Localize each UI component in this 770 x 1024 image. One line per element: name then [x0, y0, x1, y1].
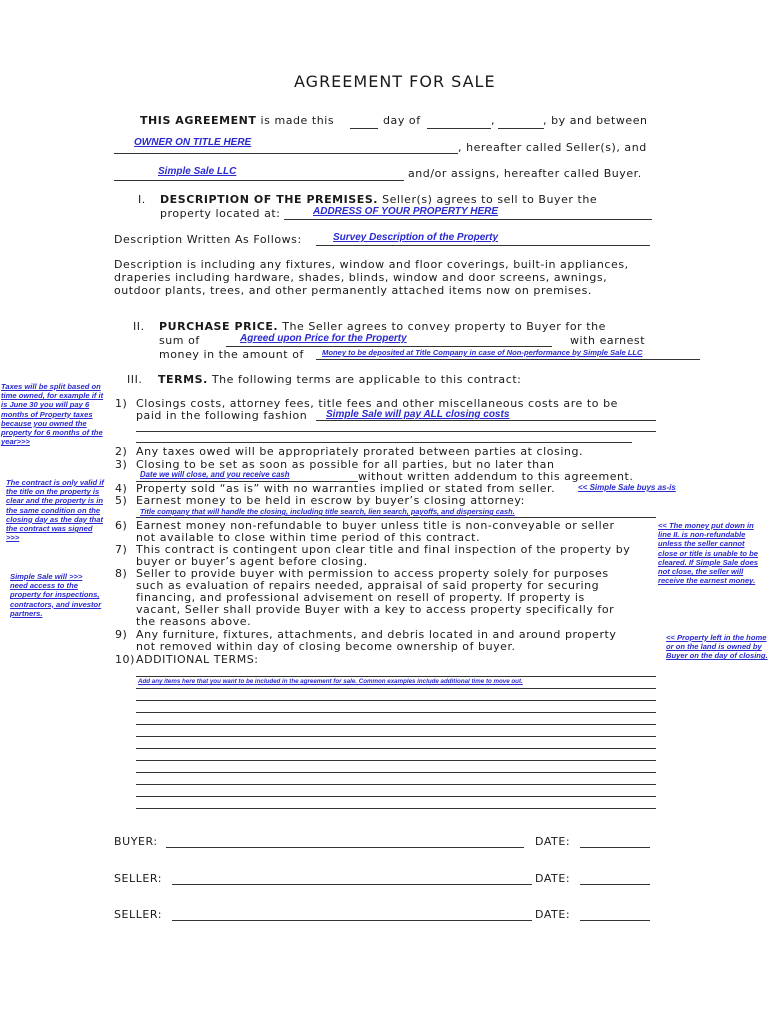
term-8-line-b: such as evaluation of repairs needed, appraisal of said property for securing — [136, 579, 600, 592]
closing-costs-blank[interactable] — [316, 420, 656, 421]
term-4-number: 4) — [115, 482, 128, 495]
buyer-date-label: DATE: — [535, 835, 571, 848]
term-1-extra-blank-2[interactable] — [136, 442, 632, 443]
by-and-between-label: , by and between — [543, 114, 648, 127]
additional-blank-5[interactable] — [136, 724, 656, 725]
made-this-label: is made this — [260, 114, 335, 127]
additional-blank-4[interactable] — [136, 712, 656, 713]
seller-2-date-label: DATE: — [535, 908, 571, 921]
buyer-fill: Simple Sale LLC — [158, 166, 237, 177]
term-8-number: 8) — [115, 567, 128, 580]
month-blank[interactable] — [427, 128, 491, 129]
term-9-number: 9) — [115, 628, 128, 641]
term-1-line-b: paid in the following fashion — [136, 409, 308, 422]
seller-2-signature-line[interactable] — [172, 920, 532, 921]
term-3-text: Closing to be set as soon as possible for all parties, but no later than — [136, 458, 555, 471]
seller-2-label: SELLER: — [114, 908, 163, 921]
section-2-number: II. — [133, 320, 145, 333]
seller-1-signature-line[interactable] — [172, 884, 532, 885]
as-is-note: << Simple Sale buys as-is — [578, 483, 676, 492]
earnest-money-note: << The money put down in line II. is non-refundable unless the seller cannot close or title is unable to be cleared. If Simple Sale does not close, the seller will receive the earnest money. — [658, 521, 759, 586]
contract-valid-note: The contract is only valid if the title on the property is clear and the property is in the same condition on the closing day as the day that the contract was signed >>> — [6, 478, 104, 543]
intro-line-1 — [140, 114, 334, 127]
additional-blank-8[interactable] — [136, 760, 656, 761]
additional-terms-fill: Add any items here that you want to be included in the agreement for sale. Common examples include additional time to move out. — [138, 678, 523, 685]
section-3-text: The following terms are applicable to this contract: — [211, 373, 522, 386]
address-fill: ADDRESS OF YOUR PROPERTY HERE — [313, 206, 499, 217]
term-5-number: 5) — [115, 494, 128, 507]
term-1-extra-blank-1[interactable] — [136, 431, 656, 432]
description-para-1: Description is including any fixtures, window and floor coverings, built-in appliances, — [114, 258, 629, 271]
owner-fill: OWNER ON TITLE HERE — [134, 137, 252, 148]
year-blank[interactable] — [498, 128, 544, 129]
property-located-label: property located at: — [160, 207, 281, 220]
description-para-3: outdoor plants, trees, and other permanently attached items now on premises. — [114, 284, 592, 297]
section-3-heading: TERMS. — [158, 373, 208, 386]
term-8-line-a: Seller to provide buyer with permission to access property solely for purposes — [136, 567, 609, 580]
section-1-line — [160, 193, 597, 206]
seller-name-blank[interactable] — [114, 153, 458, 154]
additional-blank-6[interactable] — [136, 736, 656, 737]
section-2-text: The Seller agrees to convey property to Buyer for the — [282, 320, 606, 333]
term-6-line-b: not available to close within time period of this contract. — [136, 531, 481, 544]
term-8-line-e: the reasons above. — [136, 615, 252, 628]
term-3-tail: without written addendum to this agreement. — [358, 470, 634, 483]
section-1-number: I. — [138, 193, 146, 206]
term-1-number: 1) — [115, 397, 128, 410]
additional-blank-3[interactable] — [136, 700, 656, 701]
buyer-called-label: and/or assigns, hereafter called Buyer. — [408, 167, 642, 180]
term-8-line-d: vacant, Seller shall provide Buyer with a key to access property specifically for — [136, 603, 615, 616]
address-blank[interactable] — [284, 219, 652, 220]
term-10-number: 10) — [115, 653, 135, 666]
additional-blank-10[interactable] — [136, 784, 656, 785]
term-10-text: ADDITIONAL TERMS: — [136, 653, 259, 666]
taxes-note: Taxes will be split based on time owned, for example if it is June 30 you will pay 6 months of Property taxes because you owned the property for 6 months of the year>>> — [1, 382, 104, 447]
seller-called-label: , hereafter called Seller(s), and — [458, 141, 647, 154]
buyer-date-line[interactable] — [580, 847, 650, 848]
term-7-line-a: This contract is contingent upon clear title and final inspection of the property by — [136, 543, 631, 556]
additional-blank-12[interactable] — [136, 808, 656, 809]
simple-sale-access-note: Simple Sale will >>> need access to the property for inspections, contractors, and investor partners. — [10, 572, 102, 618]
property-left-note: << Property left in the home or on the land is owned by Buyer on the day of closing. — [666, 633, 768, 661]
section-3-line — [158, 373, 521, 386]
money-fill: Money to be deposited at Title Company in case of Non-performance by Simple Sale LLC — [322, 348, 643, 357]
section-1-heading: DESCRIPTION OF THE PREMISES. — [160, 193, 379, 206]
term-9-line-a: Any furniture, fixtures, attachments, and debris located in and around property — [136, 628, 617, 641]
seller-1-date-line[interactable] — [580, 884, 650, 885]
escrow-fill: Title company that will handle the closing, including title search, lien search, payoffs, and dispersing cash. — [140, 507, 515, 516]
with-earnest-label: with earnest — [570, 334, 646, 347]
additional-blank-11[interactable] — [136, 796, 656, 797]
section-3-number: III. — [127, 373, 143, 386]
closing-costs-fill: Simple Sale will pay ALL closing costs — [326, 409, 510, 420]
buyer-name-blank[interactable] — [114, 180, 404, 181]
term-9-line-b: not removed within day of closing become ownership of buyer. — [136, 640, 516, 653]
seller-2-date-line[interactable] — [580, 920, 650, 921]
term-5-text: Earnest money to be held in escrow by buyer’s closing attorney: — [136, 494, 525, 507]
escrow-blank[interactable] — [136, 517, 656, 518]
term-6-line-a: Earnest money non-refundable to buyer unless title is non-conveyable or seller — [136, 519, 615, 532]
sum-of-label: sum of — [159, 334, 200, 347]
additional-blank-1[interactable] — [136, 676, 656, 677]
term-2-text: Any taxes owed will be appropriately prorated between parties at closing. — [136, 445, 584, 458]
buyer-signature-line[interactable] — [166, 847, 524, 848]
description-blank[interactable] — [316, 245, 650, 246]
description-label: Description Written As Follows: — [114, 233, 302, 246]
term-6-number: 6) — [115, 519, 128, 532]
document-title: AGREEMENT FOR SALE — [294, 72, 496, 91]
money-amount-label: money in the amount of — [159, 348, 304, 361]
section-2-heading: PURCHASE PRICE. — [159, 320, 279, 333]
additional-blank-7[interactable] — [136, 748, 656, 749]
money-blank[interactable] — [316, 359, 700, 360]
day-blank[interactable] — [350, 128, 378, 129]
closing-date-fill: Date we will close, and you receive cash — [140, 470, 290, 479]
term-7-number: 7) — [115, 543, 128, 556]
seller-1-label: SELLER: — [114, 872, 163, 885]
seller-1-date-label: DATE: — [535, 872, 571, 885]
term-8-line-c: financing, and professional advisement on resell of property. If property is — [136, 591, 585, 604]
day-of-label: day of — [383, 114, 421, 127]
buyer-label: BUYER: — [114, 835, 158, 848]
term-3-number: 3) — [115, 458, 128, 471]
sum-fill: Agreed upon Price for the Property — [240, 333, 407, 344]
term-1-line-a: Closings costs, attorney fees, title fees and other miscellaneous costs are to be — [136, 397, 618, 410]
description-fill: Survey Description of the Property — [333, 232, 499, 243]
description-para-2: draperies including hardware, shades, blinds, window and door screens, awnings, — [114, 271, 608, 284]
term-7-line-b: buyer or buyer’s agent before closing. — [136, 555, 368, 568]
section-2-line — [159, 320, 606, 333]
term-2-number: 2) — [115, 445, 128, 458]
term-4-text: Property sold “as is” with no warranties implied or stated from seller. — [136, 482, 556, 495]
additional-blank-2[interactable] — [136, 688, 656, 689]
sum-blank[interactable] — [226, 346, 552, 347]
this-agreement-label: THIS AGREEMENT — [140, 114, 257, 127]
additional-blank-9[interactable] — [136, 772, 656, 773]
section-1-text: Seller(s) agrees to sell to Buyer the — [382, 193, 598, 206]
